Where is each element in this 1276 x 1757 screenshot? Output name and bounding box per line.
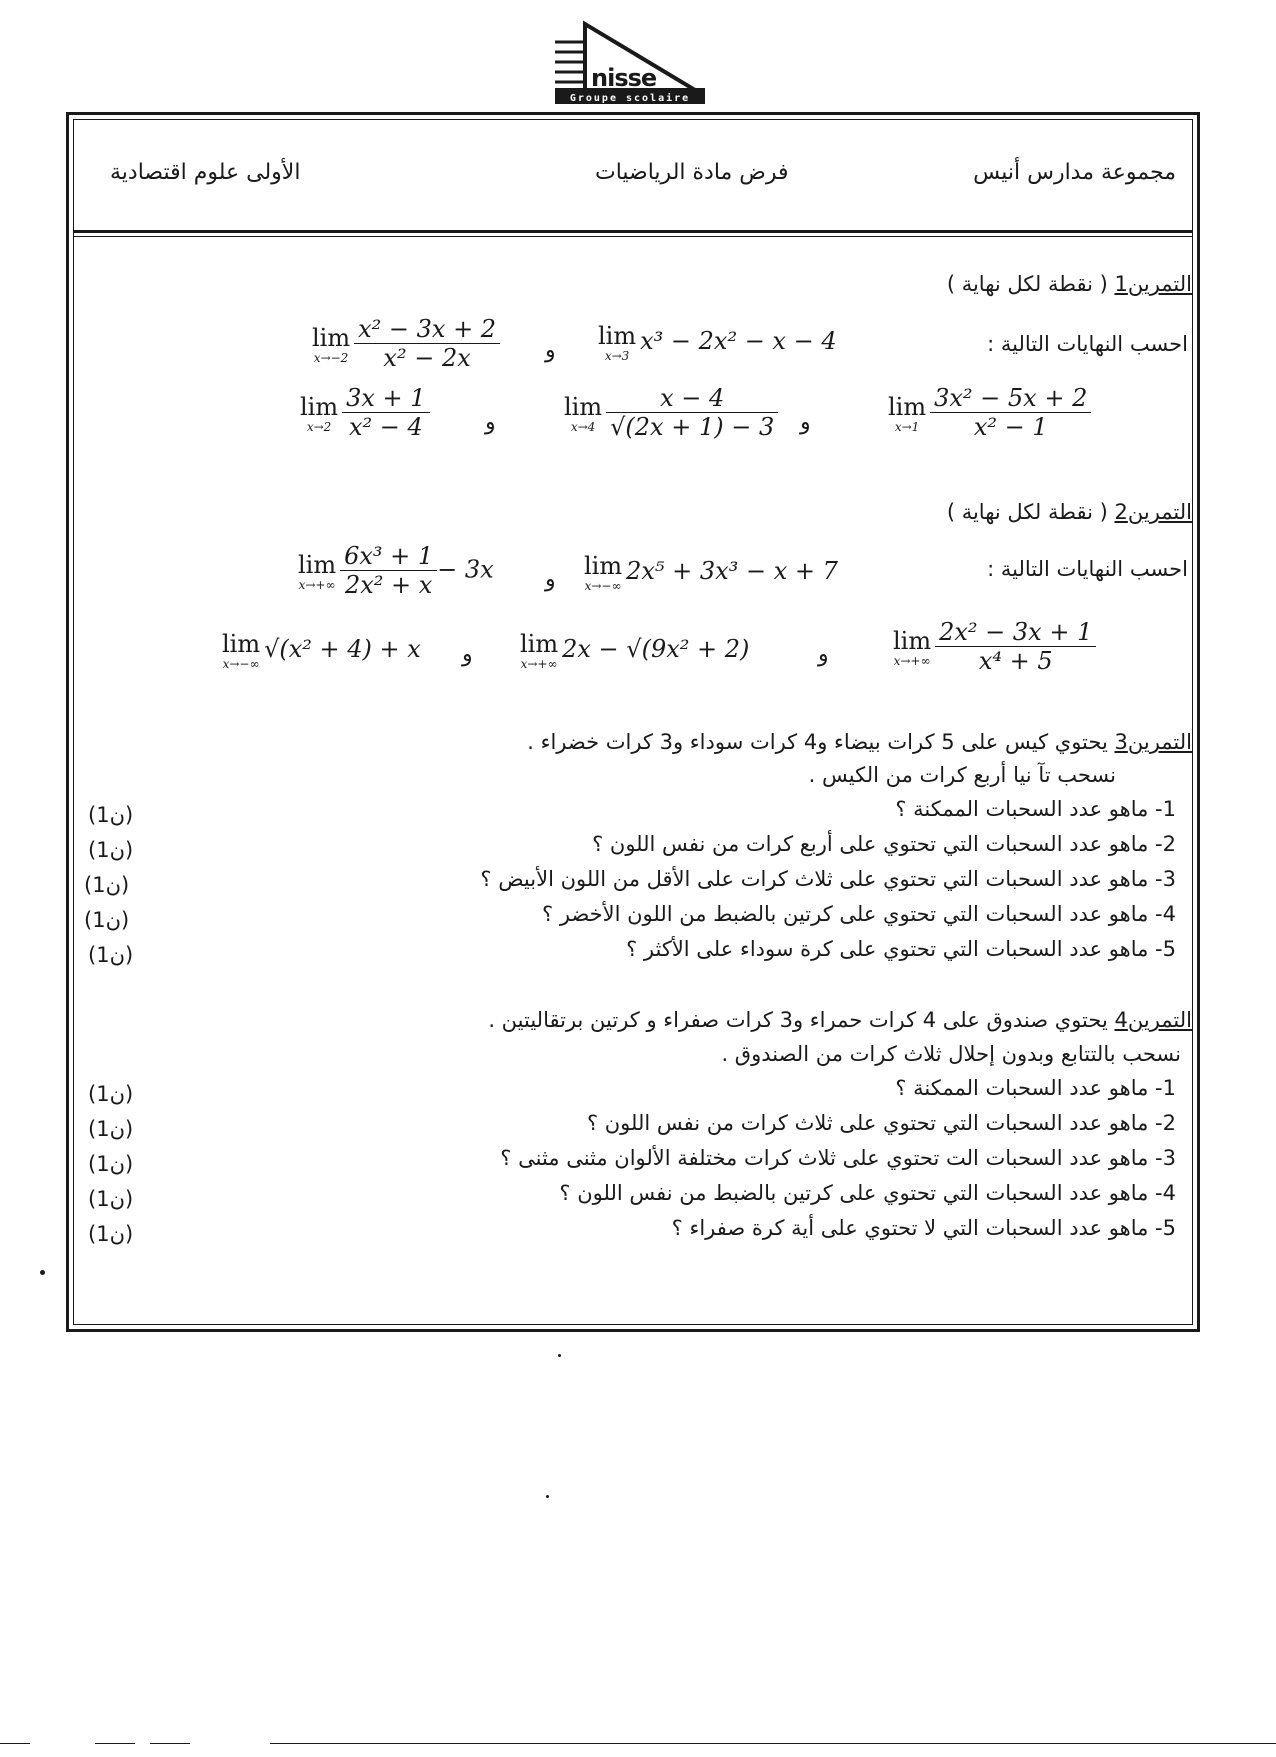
ex3-question-2: 2- ماهو عدد السحبات التي تحتوي على أربع كرات من نفس اللون ؟ — [592, 832, 1176, 856]
ex2-limit-3: lim x→+∞ $\frac{\text{2x² − 3x + 1}}{\text{x⁴ + 5}}$ — [893, 618, 1096, 675]
ex4-question-4: 4- ماهو عدد السحبات التي تحتوي على كرتين بالضبط من نفس اللون ؟ — [559, 1181, 1176, 1205]
bottom-rule-1 — [0, 1743, 30, 1744]
ex3-statement: يحتوي كيس على 5 كرات بيضاء و4 كرات سوداء و3 كرات خضراء . — [527, 730, 1108, 754]
ex3-points-4: (1ن) — [84, 908, 130, 932]
ex1-title-main: التمرين1 — [1114, 272, 1192, 296]
ex2-and-2: و — [818, 642, 829, 667]
bottom-rule-4 — [270, 1743, 1276, 1744]
ex1-and-1: و — [545, 338, 556, 363]
header-school: مجموعة مدارس أنيس — [973, 160, 1176, 185]
ex4-points-2: (1ن) — [88, 1117, 134, 1141]
ex2-title-note: ( نقطة لكل نهاية ) — [946, 500, 1115, 524]
page-frame-inner — [73, 119, 1193, 1325]
school-logo — [555, 20, 705, 104]
ex4-points-4: (1ن) — [88, 1187, 134, 1211]
bottom-rule-2 — [95, 1743, 135, 1744]
ex4-title-main: التمرين4 — [1114, 1008, 1192, 1032]
ex4-question-3: 3- ماهو عدد السحبات الت تحتوي على ثلاث كرات مختلفة الألوان مثنى مثنى ؟ — [500, 1146, 1176, 1170]
ex1-limit-1: lim x→3 x³ − 2x² − x − 4 — [598, 322, 837, 363]
ex3-statement-line — [527, 730, 1192, 754]
ex3-question-3: 3- ماهو عدد السحبات التي تحتوي على ثلاث كرات على الأقل من اللون الأبيض ؟ — [480, 867, 1176, 891]
ex3-points-1: (1ن) — [88, 803, 134, 827]
ex4-question-2: 2- ماهو عدد السحبات التي تحتوي على ثلاث كرات من نفس اللون ؟ — [586, 1111, 1176, 1135]
ex3-question-5: 5- ماهو عدد السحبات التي تحتوي على كرة سوداء على الأكثر ؟ — [626, 937, 1176, 961]
ex1-title — [947, 272, 1192, 296]
ex4-statement-line — [488, 1008, 1192, 1032]
ex1-and-2: و — [800, 410, 811, 435]
ex3-points-2: (1ن) — [88, 838, 134, 862]
ex2-title-main: التمرين2 — [1114, 500, 1192, 524]
ex2-limit-2: lim x→+∞ $\frac{\text{6x³ + 1}}{\text{2x² + x}}$ − 3x — [298, 542, 494, 599]
ex3-title-main: التمرين3 — [1114, 730, 1192, 754]
ex1-limit-4: lim x→4 $\frac{x - 4}{√(2x + 1) - 3}$ — [564, 384, 778, 441]
header-subject: فرض مادة الرياضيات — [595, 160, 789, 185]
ex4-points-3: (1ن) — [88, 1152, 134, 1176]
ex1-limit-3: lim x→1 $\frac{\text{3x² − 5x + 2}}{\text{x² − 1}}$ — [888, 384, 1091, 441]
ex4-statement: يحتوي صندوق على 4 كرات حمراء و3 كرات صفراء و كرتين برتقاليتين . — [488, 1008, 1108, 1032]
ex4-points-5: (1ن) — [88, 1222, 134, 1246]
ex2-title — [947, 500, 1192, 524]
ex3-question-1: 1- ماهو عدد السحبات الممكنة ؟ — [895, 797, 1176, 821]
header-divider-thin — [73, 236, 1193, 237]
ex1-limit-5: lim x→2 $\frac{3x + 1}{\text{x² − 4}}$ — [300, 384, 430, 441]
header-divider — [73, 230, 1193, 233]
ex3-question-4: 4- ماهو عدد السحبات التي تحتوي على كرتين بالضبط من اللون الأخضر ؟ — [542, 902, 1176, 926]
ex1-limit-2: lim x→−2 $\frac{\text{x² − 3x + 2}}{\text{x² − 2x}}$ — [312, 315, 500, 372]
ex4-question-5: 5- ماهو عدد السحبات التي لا تحتوي على أية كرة صفراء ؟ — [671, 1216, 1176, 1240]
ex2-instruction: احسب النهايات التالية : — [987, 557, 1188, 581]
ex2-limit-1: lim x→−∞ 2x⁵ + 3x³ − x + 7 — [584, 552, 838, 593]
ex2-limit-5: lim x→−∞ √(x² + 4) + x — [222, 630, 421, 671]
ex4-question-1: 1- ماهو عدد السحبات الممكنة ؟ — [895, 1076, 1176, 1100]
ex1-and-3: و — [485, 410, 496, 435]
scan-speck — [40, 1270, 45, 1275]
ex2-and-1: و — [545, 567, 556, 592]
scan-speck — [546, 1495, 549, 1498]
bottom-rule-3 — [150, 1743, 190, 1744]
ex3-draw: نسحب تآ نيا أربع كرات من الكيس . — [808, 763, 1116, 787]
ex2-and-3: و — [462, 642, 473, 667]
header-class: الأولى علوم اقتصادية — [110, 160, 301, 185]
logo-name: nisse — [591, 64, 657, 92]
ex4-draw: نسحب بالتتابع وبدون إحلال ثلاث كرات من الصندوق . — [721, 1042, 1181, 1066]
ex3-points-3: (1ن) — [84, 873, 130, 897]
logo-subtitle: Groupe scolaire — [569, 93, 691, 104]
ex1-instruction: احسب النهايات التالية : — [987, 332, 1188, 356]
ex2-limit-4: lim x→+∞ 2x − √(9x² + 2) — [520, 630, 750, 671]
ex1-title-note: ( نقطة لكل نهاية ) — [946, 272, 1115, 296]
ex4-points-1: (1ن) — [88, 1082, 134, 1106]
ex3-points-5: (1ن) — [88, 943, 134, 967]
scan-speck — [558, 1354, 561, 1357]
